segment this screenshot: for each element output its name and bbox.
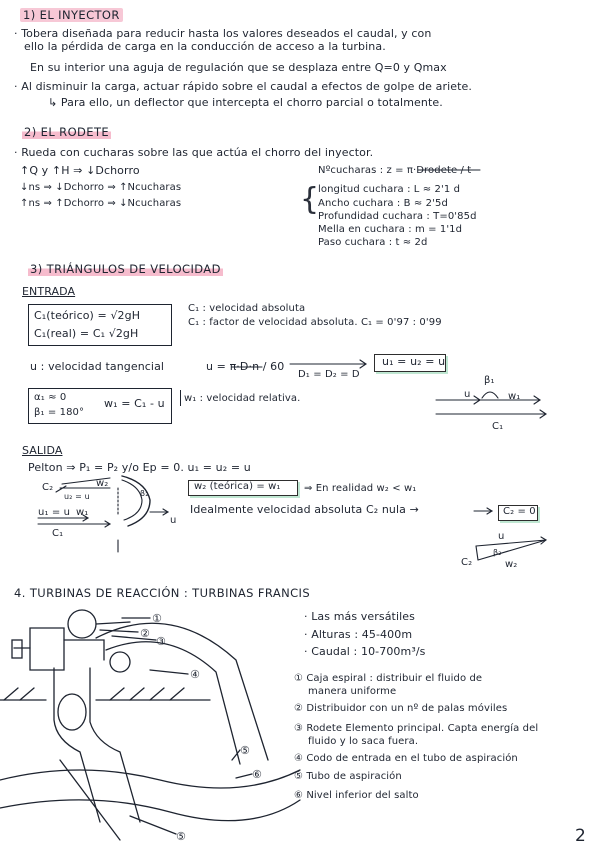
sd-w1: w₁	[76, 507, 89, 518]
section-1-title: 1) EL INYECTOR	[20, 8, 123, 22]
sd-c2-line	[56, 486, 66, 492]
section-3-title: 3) TRIÁNGULOS DE VELOCIDAD	[30, 262, 221, 276]
s2-right-6: Paso cuchara : t ≈ 2d	[318, 237, 428, 248]
s4-note-4: ④ Codo de entrada en el tubo de aspiración	[294, 753, 518, 764]
s1-line-2: ello la pérdida de carga en la conducción de acceso a la turbina.	[24, 40, 386, 53]
s2-bullet-2: ↓ns ⇒ ↓Dchorro ⇒ ↑Ncucharas	[20, 182, 182, 193]
sd-u: u	[170, 515, 177, 526]
s4-point-3: · Caudal : 10-700m³/s	[304, 645, 426, 658]
s2-line-1: · Rueda con cucharas sobre las que actúa el chorro del inyector.	[14, 146, 374, 159]
s4-point-1: · Las más versátiles	[304, 610, 415, 623]
bucket-outline	[122, 476, 150, 526]
s1-line-3: En su interior una aguja de regulación que se desplaza entre Q=0 y Qmax	[30, 61, 447, 74]
s1-line-5: ↳ Para ello, un deflector que intercepta el chorro parcial o totalmente.	[48, 96, 443, 109]
s4-note-2: ② Distribuidor con un nº de palas móviles	[294, 703, 508, 714]
curly-brace: {	[300, 182, 320, 217]
dg-beta: β₁	[484, 375, 495, 386]
s4-note-3a: ③ Rodete Elemento principal. Capta energía del	[294, 723, 539, 734]
sd-w2-line	[62, 478, 110, 484]
page-number: 2	[575, 826, 586, 846]
alpha-1: α₁ ≈ 0	[34, 392, 67, 403]
c1-def-1: C₁ : velocidad absoluta	[188, 303, 306, 314]
s4-note-6: ⑥ Nivel inferior del salto	[294, 790, 419, 801]
sd-beta2: β₂	[140, 489, 149, 498]
s1-line-1: · Tobera diseñada para reducir hasta los valores deseados el caudal, y con	[14, 27, 432, 40]
fig-label-6: ⑥	[252, 768, 262, 781]
tri-c2: C₂	[461, 557, 473, 568]
bucket-inner	[122, 480, 142, 520]
sd-u2: u₂ = u	[64, 492, 90, 501]
s2-right-3: Ancho cuchara : B ≈ 2'5d	[318, 198, 448, 209]
dg-beta-arc	[482, 392, 498, 398]
sd-w2: w₂	[96, 478, 109, 489]
fig-label-4: ④	[190, 668, 200, 681]
w1-equation: w₁ = C₁ - u	[104, 397, 165, 410]
s4-note-1a: ① Caja espiral : distribuir el fluido de	[294, 673, 483, 684]
fig-label-5b: ⑤	[176, 830, 186, 843]
s2-right-4: Profundidad cuchara : T=0'85d	[318, 211, 477, 222]
beta-1: β₁ = 180°	[34, 407, 85, 418]
s2-right-2: longitud cuchara : L ≈ 2'1 d	[318, 184, 461, 195]
u-equal-text: u₁ = u₂ = u	[382, 355, 446, 368]
sd-c2: C₂	[42, 482, 54, 493]
c1-teorico: C₁(teórico) = √2gH	[34, 309, 141, 322]
w2-real: ⇒ En realidad w₂ < w₁	[304, 483, 417, 494]
c1-real: C₁(real) = C₁ √2gH	[34, 327, 139, 340]
w2-teorica: w₂ (teórica) = w₁	[194, 481, 281, 492]
tri-c2-line	[476, 546, 478, 560]
fig-label-1: ①	[152, 612, 162, 625]
s2-right-5: Mella en cuchara : m = 1'1d	[318, 224, 463, 235]
ideal-line: Idealmente velocidad absoluta C₂ nula →	[190, 503, 419, 516]
c2-zero: C₂ = 0	[503, 506, 536, 517]
fig-label-5: ⑤	[240, 744, 250, 757]
fig-label-3: ③	[156, 635, 166, 648]
sd-u1: u₁ = u	[38, 507, 71, 518]
francis-turbine-sketch	[0, 610, 300, 840]
sd-c1: C₁	[52, 528, 64, 539]
s4-note-3b: fluido y lo saca fuera.	[308, 736, 419, 747]
c1-def-2: C₁ : factor de velocidad absoluta. C₁ = 0'97 : 0'99	[188, 317, 442, 328]
tri-beta2: β₂	[493, 548, 502, 557]
w1-definition: w₁ : velocidad relativa.	[184, 393, 301, 404]
u-definition: u : velocidad tangencial	[30, 360, 165, 373]
fig-label-2: ②	[140, 627, 150, 640]
tri-w2: w₂	[505, 559, 518, 570]
u-equation: u = π·D·n / 60	[206, 360, 285, 373]
salida-heading: SALIDA	[22, 444, 63, 457]
pelton-line: Pelton ⇒ P₁ = P₂ y/o Ep = 0. u₁ = u₂ = u	[28, 461, 251, 474]
section-4-title: 4. TURBINAS DE REACCIÓN : TURBINAS FRANCIS	[14, 586, 311, 600]
dg-u: u	[464, 389, 471, 400]
turbine-case-top	[68, 610, 96, 638]
s4-note-1b: manera uniforme	[308, 686, 397, 697]
entrada-heading: ENTRADA	[22, 285, 76, 298]
s1-line-4: · Al disminuir la carga, actuar rápido sobre el caudal a efectos de golpe de ariete.	[14, 80, 472, 93]
dg-c1: C₁	[492, 421, 504, 432]
section-2-title: 2) EL RODETE	[24, 125, 110, 139]
s2-bullet-3: ↑ns ⇒ ↑Dchorro ⇒ ↓Ncucharas	[20, 198, 182, 209]
tri-u: u	[498, 531, 505, 542]
s4-note-5: ⑤ Tubo de aspiración	[294, 771, 402, 782]
s4-point-2: · Alturas : 45-400m	[304, 628, 413, 641]
s2-bullet-1: ↑Q y ↑H ⇒ ↓Dchorro	[20, 164, 140, 177]
d-equation: D₁ = D₂ = D	[298, 369, 360, 380]
dg-w1: w₁	[508, 391, 521, 402]
s2-right-1: Nºcucharas : z = π·Drodete / t	[318, 165, 472, 176]
